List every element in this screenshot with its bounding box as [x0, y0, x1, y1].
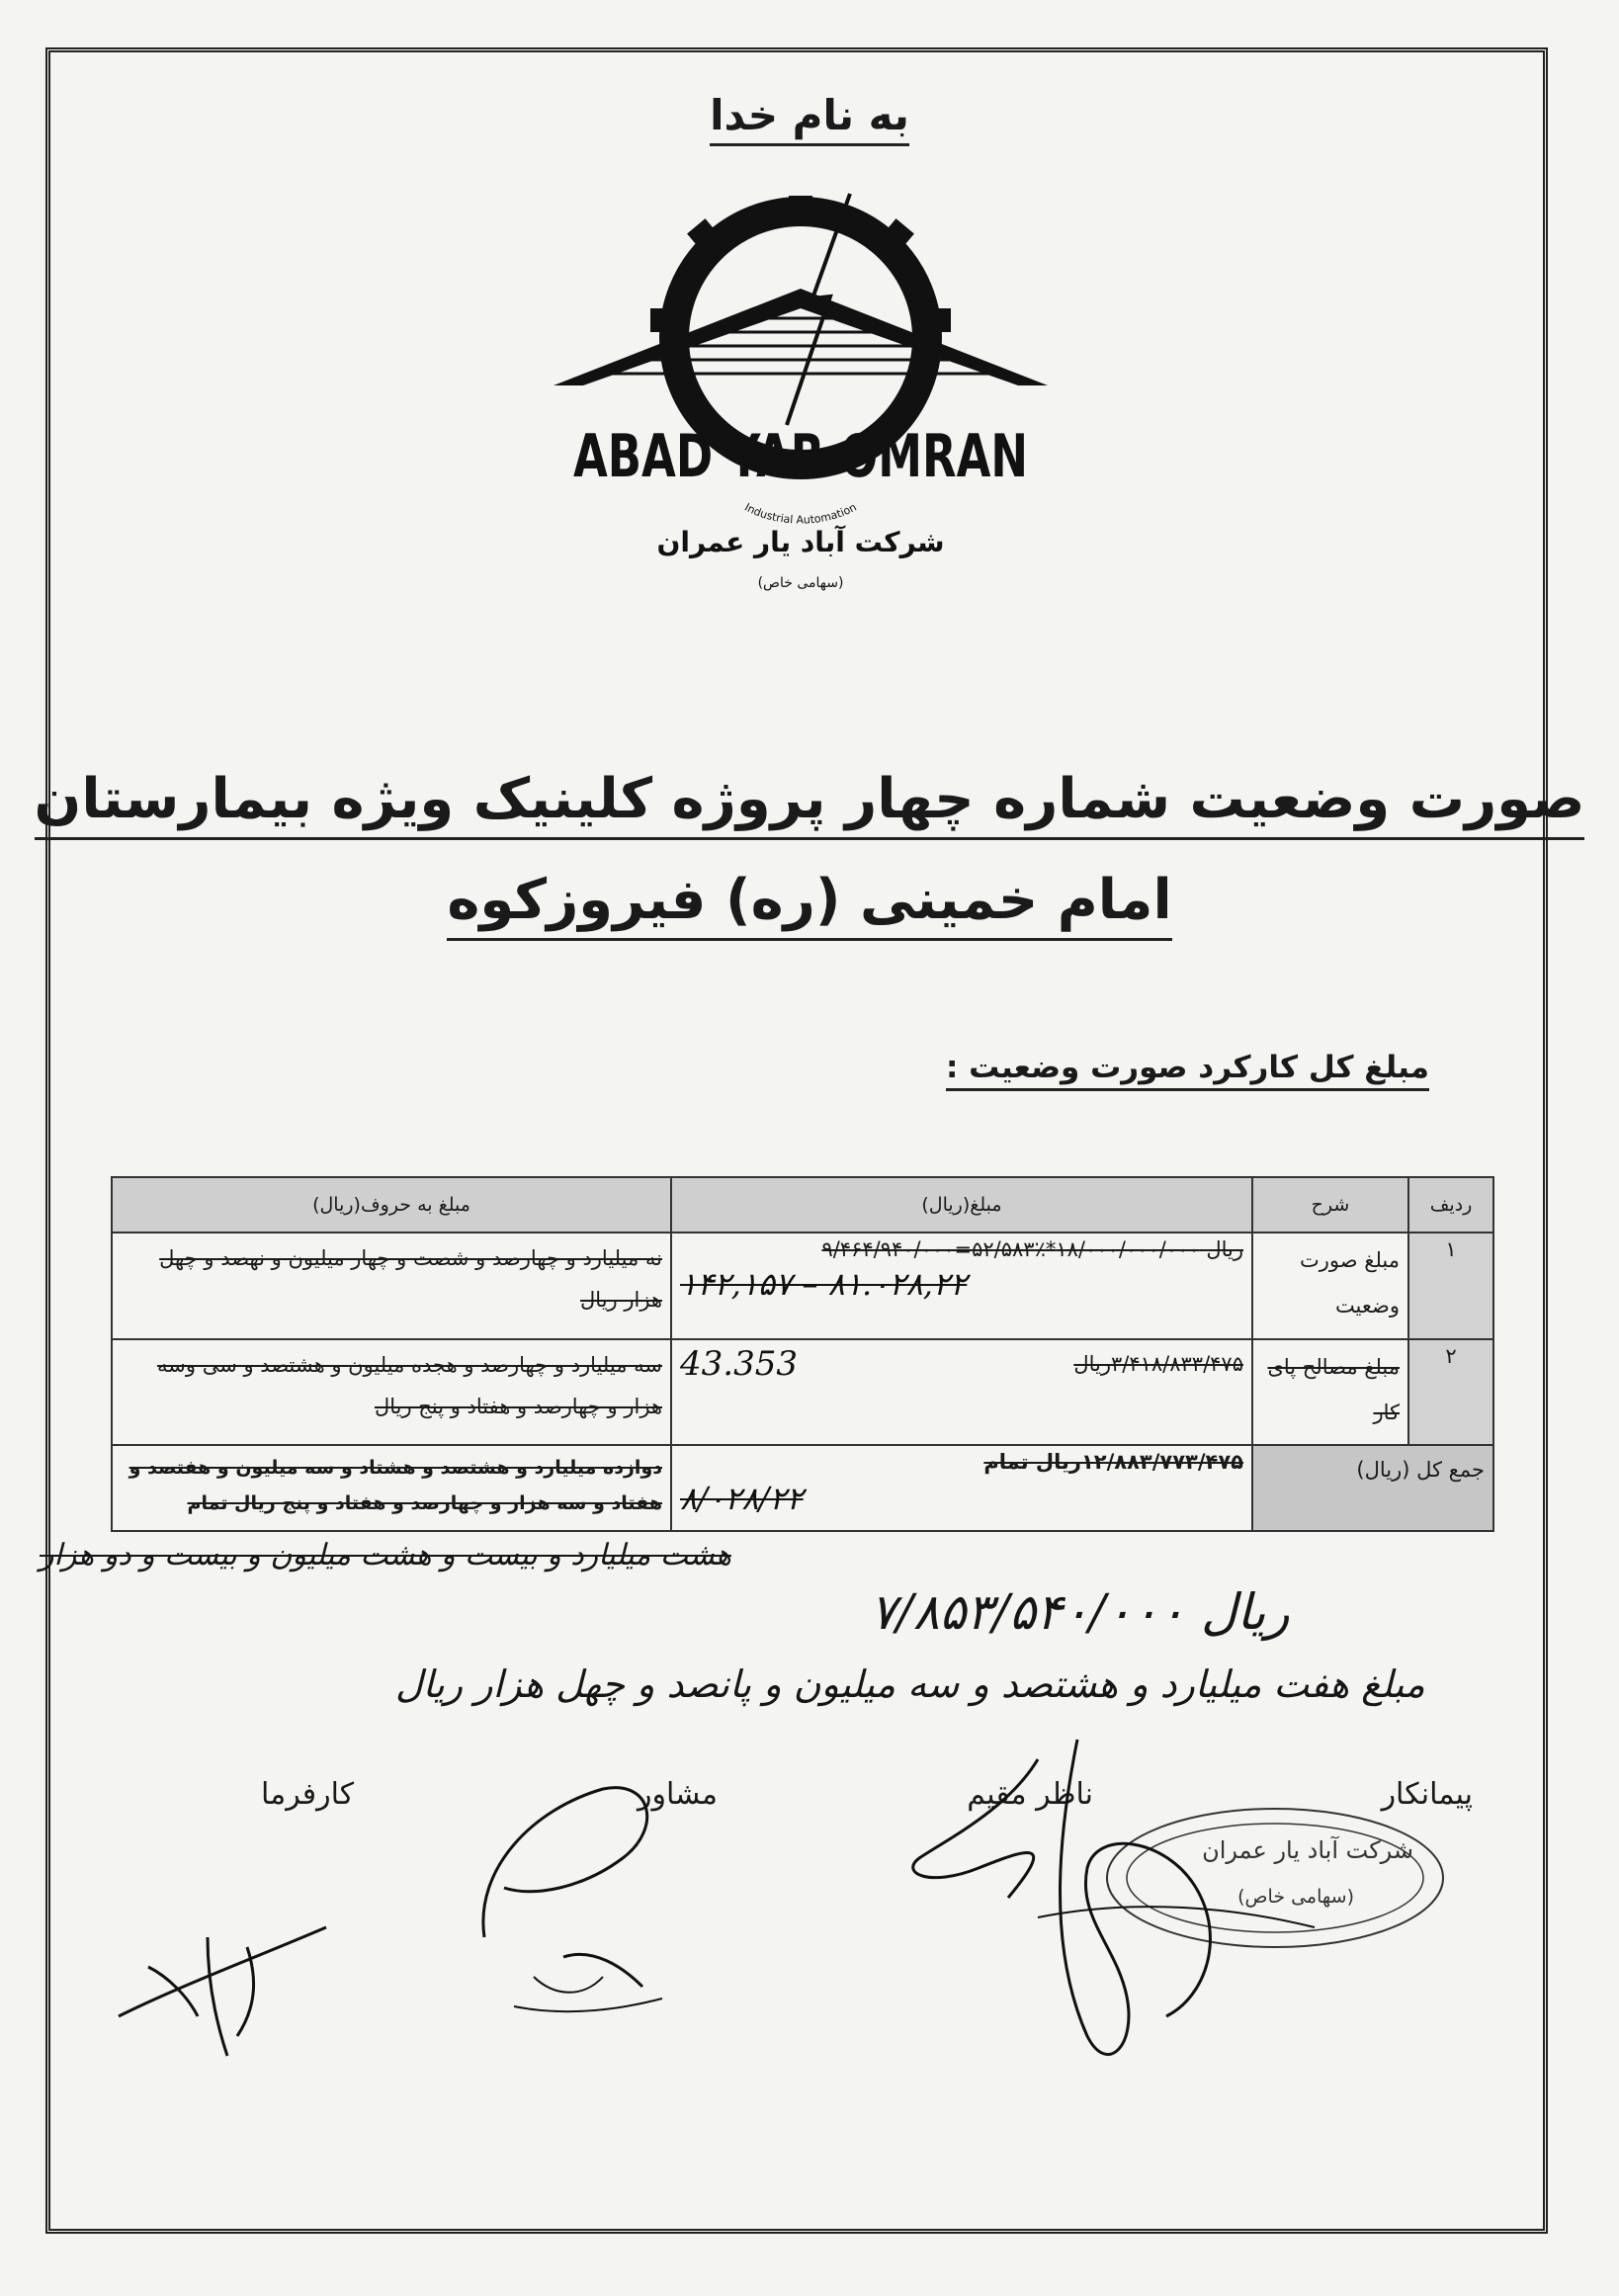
svg-text:شرکت آباد یار عمران: شرکت آباد یار عمران	[656, 526, 945, 558]
total-amount-heading: مبلغ کل کارکرد صورت وضعیت :	[946, 1050, 1429, 1085]
stamp-company-name: شرکت آباد یار عمران	[1202, 1836, 1413, 1864]
table-header-row	[112, 1177, 1493, 1233]
label-contractor: پیمانکار	[1381, 1777, 1473, 1812]
typed-amount: ۳/۴۱۸/۸۳۳/۴۷۵ریال	[1073, 1351, 1243, 1376]
row-amount	[671, 1233, 1252, 1339]
typed-amount: ریال ۱۸/۰۰۰/۰۰۰/۰۰۰*٪۵۲/۵۸۳=۹/۴۶۴/۹۴۰/۰۰۰	[821, 1237, 1243, 1261]
row-description: مبلغ صورت وضعیت	[1252, 1233, 1408, 1339]
header-row-index: ردیف	[1408, 1177, 1493, 1233]
handwritten-total-amount: ۸/۰۲۸/۲۲	[680, 1480, 804, 1518]
header-amount-words: مبلغ به حروف(ریال)	[112, 1177, 671, 1233]
document-title-line1: صورت وضعیت شماره چهار پروژه کلینیک ویژه بیمارستان	[0, 767, 1619, 831]
row-index: ۲	[1408, 1339, 1493, 1446]
row-amount-words: نه میلیارد و چهارصد و شصت و چهار میلیون و نهصد و چهل هزار ریال	[112, 1233, 671, 1339]
svg-text:(سهامی خاص): (سهامی خاص)	[757, 575, 844, 591]
company-logo	[554, 190, 1048, 615]
total-amount	[671, 1445, 1252, 1531]
total-amount-words: دوازده میلیارد و هشتصد و هشتاد و سه میلیون و هفتصد و هفتاد و سه هزار و چهارصد و هفتاد و پنج ریال تمام	[112, 1445, 671, 1531]
statement-table	[111, 1176, 1494, 1532]
table-total-row	[112, 1445, 1493, 1531]
header-amount: مبلغ(ریال)	[671, 1177, 1252, 1233]
total-label: جمع کل (ریال)	[1252, 1445, 1493, 1531]
table-row	[112, 1339, 1493, 1446]
document-title-line2: امام خمینی (ره) فیروزکوه	[0, 868, 1619, 932]
consultant-signature	[445, 1740, 702, 2036]
employer-signature	[109, 1908, 346, 2066]
row-amount-words: سه میلیارد و چهارصد و هجده میلیون و هشتصد و سی وسه هزار و چهارصد و هفتاد و پنج ریال	[112, 1339, 671, 1446]
resident-supervisor-signature	[890, 1749, 1087, 1927]
handwritten-amount: ۱۴۲,۱۵۷ – ۸۱.۰۲۸,۲۲	[680, 1265, 968, 1303]
stamp-company-type: (سهامی خاص)	[1237, 1886, 1354, 1908]
svg-text:Industrial Automation: Industrial Automation	[742, 500, 859, 527]
svg-text:ABAD YAR OMRAN: ABAD YAR OMRAN	[573, 422, 1028, 491]
handwritten-words-note: مبلغ هفت میلیارد و هشتصد و سه میلیون و پانصد و چهل هزار ریال	[395, 1662, 1425, 1706]
svg-text:Building Management Systems: Building Management Systems	[705, 227, 896, 291]
basmala-heading: به نام خدا	[0, 91, 1619, 139]
handwritten-struck-note: هشت میلیارد و بیست و هشت میلیون و بیست و دو هزار	[40, 1538, 731, 1573]
row-index: ۱	[1408, 1233, 1493, 1339]
typed-total-amount: ۱۲/۸۸۳/۷۷۳/۴۷۵ریال تمام	[983, 1450, 1243, 1475]
label-resident-supervisor: ناظر مقیم	[967, 1777, 1093, 1812]
table-row	[112, 1233, 1493, 1339]
roof-shape	[554, 289, 1048, 385]
header-description: شرح	[1252, 1177, 1408, 1233]
label-employer: کارفرما	[260, 1777, 354, 1812]
row-description: مبلغ مصالح پای کار	[1252, 1339, 1408, 1446]
label-consultant: مشاور	[638, 1777, 718, 1812]
row-amount	[671, 1339, 1252, 1446]
handwritten-amount-note: ریال ۷/۸۵۳/۵۴۰/۰۰۰	[870, 1583, 1290, 1641]
handwritten-amount: 43.353	[680, 1343, 798, 1384]
